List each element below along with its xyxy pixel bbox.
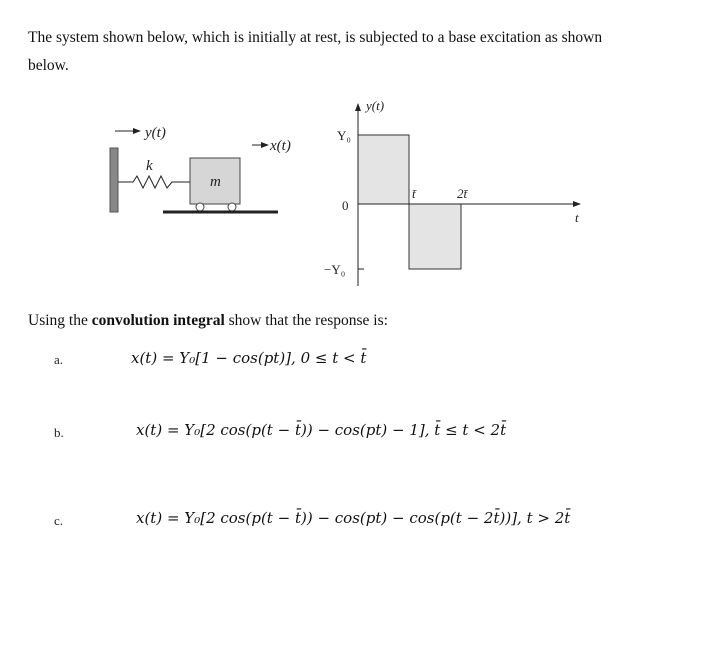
excitation-plot (324, 98, 580, 286)
wheel-right (228, 203, 236, 211)
y-neg-tick: −Y₀ (324, 262, 346, 277)
equation-a: x(t) = Y₀[1 − cos(pt)], 0 ≤ t < t̄ (131, 349, 367, 367)
prompt-bold: convolution integral (91, 312, 225, 329)
y-axis-label: y(t) (366, 98, 385, 113)
spring (118, 176, 190, 188)
base-disp-label: y(t) (145, 125, 166, 141)
equation-b: x(t) = Y₀[2 cos(p(t − t̄)) − cos(pt) − 1], t̄ ≤ t < 2t̄ (136, 421, 507, 439)
y-zero-tick: 0 (342, 198, 349, 213)
intro-line-1: The system shown below, which is initially at rest, is subjected to a base excitation as shown (28, 29, 603, 46)
y-pos-tick: Y₀ (337, 128, 351, 143)
figure (0, 0, 707, 300)
spring-mass-system (110, 125, 291, 212)
pulse-positive (358, 135, 409, 204)
intro-line-2: below. (28, 57, 69, 74)
wheel-left (196, 203, 204, 211)
x-tick-2: 2t̄ (457, 186, 468, 201)
mass-disp-label: x(t) (270, 138, 291, 154)
item-a-label: a. (54, 352, 64, 367)
prompt-prefix: Using the (28, 312, 92, 329)
prompt-text (28, 312, 388, 330)
equation-c: x(t) = Y₀[2 cos(p(t − t̄)) − cos(pt) − cos(p(t − 2t̄))], t > 2t̄ (136, 509, 571, 527)
item-c-label: c. (54, 513, 64, 528)
x-tick-1: t̄ (412, 186, 416, 201)
base-wall (110, 148, 118, 212)
mass-label: m (210, 174, 221, 190)
spring-label: k (146, 158, 153, 174)
prompt-suffix: show that the response is: (224, 312, 388, 329)
x-axis-label: t (575, 210, 579, 225)
pulse-negative (409, 204, 461, 269)
item-b-label: b. (54, 425, 64, 440)
